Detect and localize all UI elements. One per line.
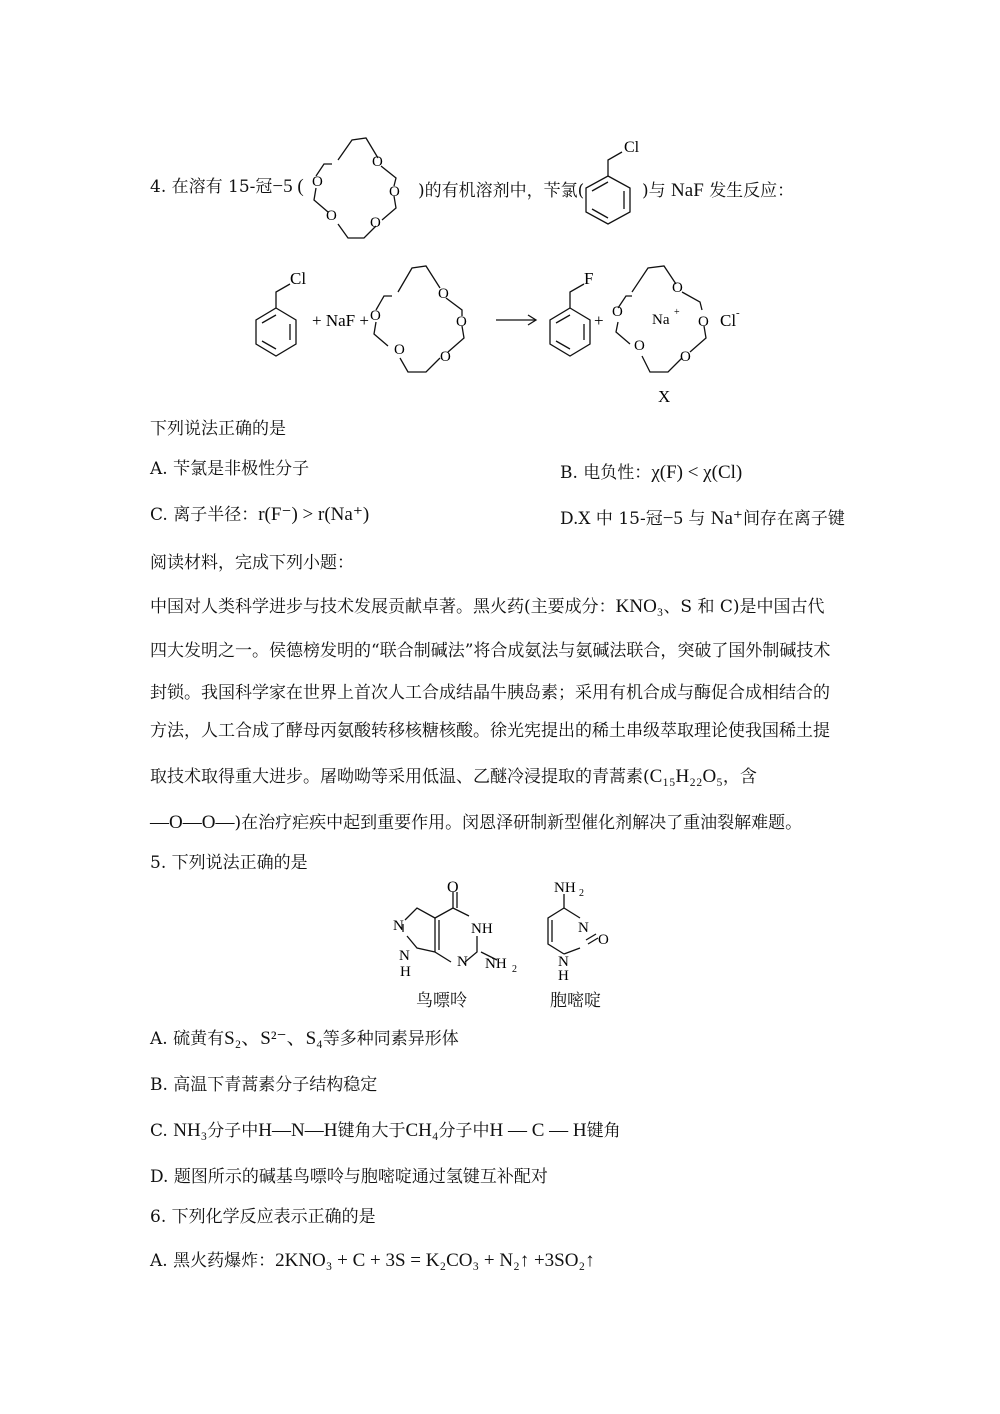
svg-text:Cl: Cl xyxy=(290,269,307,288)
svg-text:F: F xyxy=(584,269,594,288)
svg-text:O: O xyxy=(394,342,405,358)
svg-text:2: 2 xyxy=(512,964,517,975)
svg-text:O: O xyxy=(598,932,609,948)
q6-option-a: A. 黑火药爆炸：2KNO₃ + C + 3S = K₂CO₃ + N₂↑ +3SO₂↑ xyxy=(150,1250,595,1271)
svg-text:Cl: Cl xyxy=(624,139,640,156)
svg-text:NH: NH xyxy=(471,921,493,937)
svg-text:O: O xyxy=(370,308,381,324)
svg-text:O: O xyxy=(672,280,683,296)
svg-text:O: O xyxy=(440,349,451,365)
reading-p6: —O—O—)在治疗疟疾中起到重要作用。闵恩泽研制新型催化剂解决了重油裂解难题。 xyxy=(150,812,803,833)
reading-p4: 方法，人工合成了酵母丙氨酸转移核糖核酸。徐光宪提出的稀土串级萃取理论使我国稀土提 xyxy=(150,721,830,741)
svg-text:O: O xyxy=(312,174,323,190)
svg-text:O: O xyxy=(680,349,691,365)
svg-text:O: O xyxy=(370,215,381,231)
reading-intro: 阅读材料，完成下列小题： xyxy=(150,553,354,573)
q4-stem: 4. 在溶有 15-冠−5 ( xyxy=(150,176,304,197)
svg-text:N: N xyxy=(457,954,468,970)
svg-text:O: O xyxy=(634,338,645,354)
svg-text:H: H xyxy=(558,968,569,982)
svg-text:O: O xyxy=(456,314,467,330)
reading-p5: 取技术取得重大进步。屠呦呦等采用低温、乙醚冷浸提取的青蒿素(C₁₅H₂₂O₅，含 xyxy=(150,766,757,787)
q5-option-b: B. 高温下青蒿素分子结构稳定 xyxy=(150,1075,378,1095)
svg-text:NH: NH xyxy=(485,956,507,972)
cytosine-structure xyxy=(530,878,620,982)
q5-option-d: D. 题图所示的碱基鸟嘌呤与胞嘧啶通过氢键互补配对 xyxy=(150,1167,548,1187)
svg-text:2: 2 xyxy=(579,888,584,899)
q4-option-b: B. 电负性：χ(F) < χ(Cl) xyxy=(560,462,743,483)
svg-text:O: O xyxy=(326,208,337,224)
q4-prompt: 下列说法正确的是 xyxy=(150,419,286,439)
q5-option-a: A. 硫黄有S₂、S²⁻、S₄等多种同素异形体 xyxy=(150,1028,459,1049)
reading-p1: 中国对人类科学进步与技术发展贡献卓著。黑火药(主要成分：KNO₃、S 和 C)是中国古代 xyxy=(150,596,825,617)
svg-text:N: N xyxy=(578,920,589,936)
cytosine-label: 胞嘧啶 xyxy=(550,991,601,1011)
guanine-label: 鸟嘌呤 xyxy=(416,991,467,1011)
svg-text:-: - xyxy=(736,307,740,319)
svg-text:O: O xyxy=(612,304,623,320)
q4-option-d: D.X 中 15-冠−5 与 Na⁺间存在离子键 xyxy=(560,508,845,529)
svg-text:+: + xyxy=(674,307,680,318)
guanine-structure xyxy=(385,878,525,982)
svg-text:+: + xyxy=(594,311,604,330)
svg-text:O: O xyxy=(372,154,383,170)
svg-text:X: X xyxy=(658,387,671,406)
benzyl-chloride-structure-small xyxy=(578,134,648,234)
svg-text:NH: NH xyxy=(554,880,576,896)
q5-stem: 5. 下列说法正确的是 xyxy=(150,853,308,873)
q4-option-a: A. 苄氯是非极性分子 xyxy=(150,459,310,479)
svg-text:N: N xyxy=(399,948,410,964)
svg-text:Na: Na xyxy=(652,312,670,328)
svg-text:Cl: Cl xyxy=(720,311,737,330)
reading-p3: 封锁。我国科学家在世界上首次人工合成结晶牛胰岛素；采用有机合成与酶促合成相结合的 xyxy=(150,683,830,703)
svg-text:O: O xyxy=(438,286,449,302)
svg-text:+ NaF +: + NaF + xyxy=(312,311,369,330)
q4-option-c: C. 离子半径：r(F⁻) > r(Na⁺) xyxy=(150,504,370,525)
reaction-equation xyxy=(240,226,780,406)
svg-text:N: N xyxy=(393,918,404,934)
svg-text:O: O xyxy=(389,184,400,200)
svg-text:O: O xyxy=(698,314,709,330)
q5-option-c: C. NH₃分子中H—N—H键角大于CH₄分子中H — C — H键角 xyxy=(150,1120,621,1141)
q4-stem-mid: )的有机溶剂中，苄氯( xyxy=(418,181,585,201)
q4-stem-end: )与 NaF 发生反应： xyxy=(642,180,795,201)
reading-p2: 四大发明之一。侯德榜发明的“联合制碱法”将合成氨法与氨碱法联合，突破了国外制碱技术 xyxy=(150,641,831,661)
svg-text:N: N xyxy=(558,954,569,970)
svg-text:H: H xyxy=(400,964,411,980)
svg-text:O: O xyxy=(447,879,459,896)
q6-stem: 6. 下列化学反应表示正确的是 xyxy=(150,1207,376,1227)
